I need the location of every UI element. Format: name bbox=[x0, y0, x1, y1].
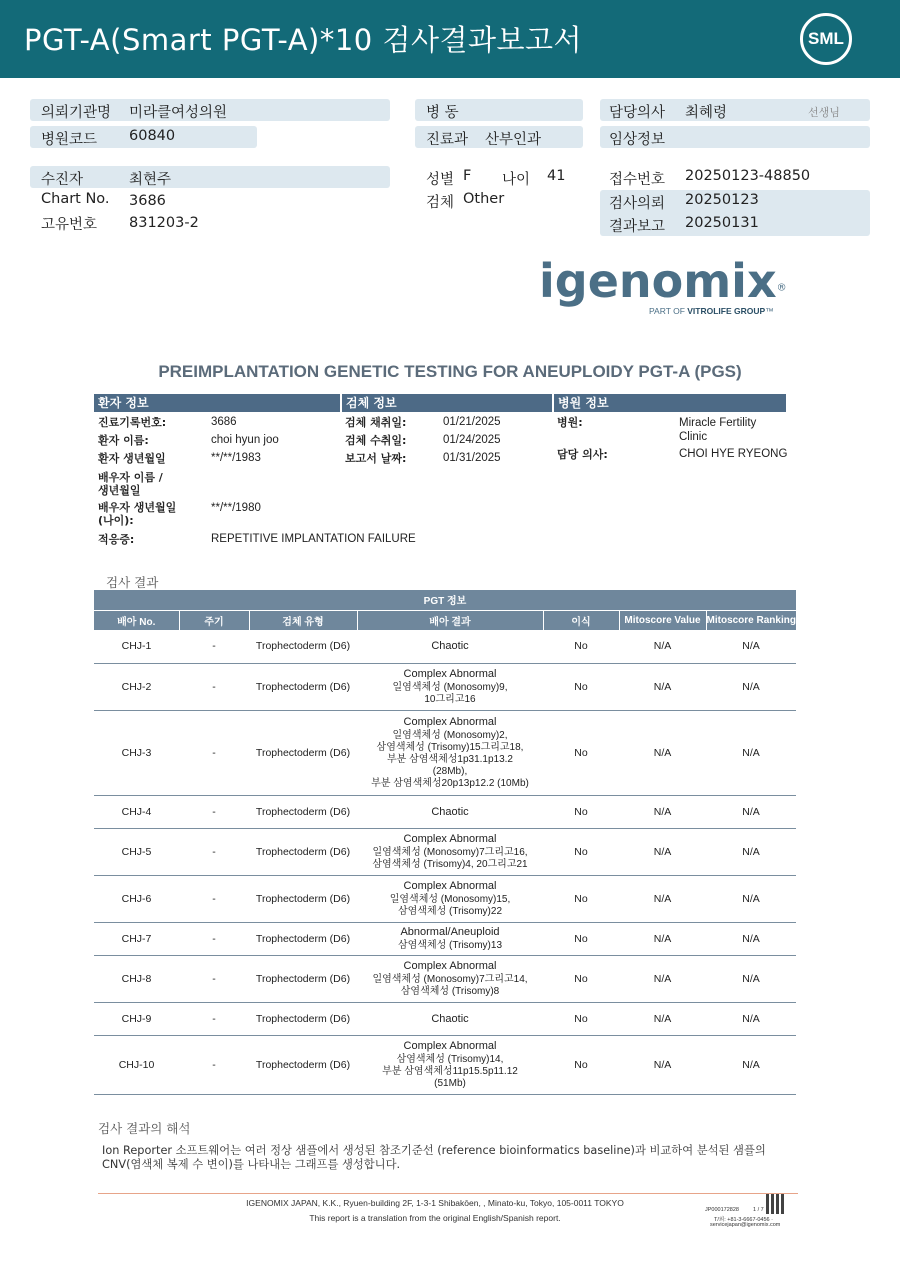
result-detail: (51Mb) bbox=[434, 1077, 466, 1089]
col-embryo: 배아 No. bbox=[94, 610, 179, 630]
result-detail: 일염색체성 (Monosomy)7그리고14, bbox=[372, 973, 528, 985]
result-main: Chaotic bbox=[431, 805, 469, 818]
dob-label: 환자 생년월일 bbox=[98, 452, 166, 465]
report-title: PREIMPLANTATION GENETIC TESTING FOR ANEUPLOIDY PGT-A (PGS) bbox=[158, 362, 742, 381]
collect-label: 검체 채취일: bbox=[345, 416, 407, 429]
patient-label: 수진자 bbox=[41, 172, 84, 188]
footer-address: IGENOMIX JAPAN, K.K., Ryuen-building 2F, 1-3-1 Shibakōen, , Minato-ku, Tokyo, 105-0011 TOKYO bbox=[246, 1198, 624, 1208]
embryo-id: CHJ-1 bbox=[94, 630, 179, 663]
result-detail: 삼염색체성 (Trisomy)13 bbox=[397, 939, 503, 951]
section-specimen: 검체 정보 bbox=[342, 394, 552, 412]
footer-divider bbox=[98, 1193, 798, 1194]
cycle-cell: - bbox=[179, 828, 249, 875]
page-title: PGT-A(Smart PGT-A)*10 검사결과보고서 bbox=[24, 23, 583, 57]
sex-value: F bbox=[463, 168, 472, 184]
request-label: 검사의뢰 bbox=[609, 196, 666, 212]
institution-label: 의뢰기관명 bbox=[41, 105, 112, 121]
mitoscore-value-cell: N/A bbox=[619, 795, 706, 828]
section-patient: 환자 정보 bbox=[94, 394, 340, 412]
hospital-label: 병원: bbox=[557, 416, 583, 429]
record-label: 진료기록번호: bbox=[98, 416, 167, 429]
specimen-type-cell: Trophectoderm (D6) bbox=[249, 1002, 357, 1035]
mitoscore-value-cell: N/A bbox=[619, 1002, 706, 1035]
cycle-cell: - bbox=[179, 875, 249, 922]
igenomix-tagline: PART OF VITROLIFE GROUP™ bbox=[649, 306, 774, 316]
table-row bbox=[94, 1002, 796, 1035]
mitoscore-ranking-cell: N/A bbox=[706, 1002, 796, 1035]
qr-code-icon bbox=[766, 1194, 786, 1214]
result-main: Complex Abnormal bbox=[403, 832, 497, 845]
mitoscore-value-cell: N/A bbox=[619, 922, 706, 955]
doctor-suffix: 선생님 bbox=[808, 106, 840, 119]
report-date-value: 01/31/2025 bbox=[443, 452, 501, 464]
spouse-label-2: 생년월일 bbox=[98, 484, 141, 497]
embryo-id: CHJ-2 bbox=[94, 663, 179, 710]
footer-email: servicejapan@igenomix.com bbox=[710, 1222, 781, 1228]
result-main: Complex Abnormal bbox=[403, 959, 497, 972]
specimen-type-cell: Trophectoderm (D6) bbox=[249, 710, 357, 795]
attending-doctor-value: CHOI HYE RYEONG bbox=[679, 448, 788, 460]
collect-value: 01/21/2025 bbox=[443, 416, 501, 428]
table-row bbox=[94, 710, 796, 795]
spouse-dob-label-1: 배우자 생년월일 bbox=[98, 501, 177, 514]
interpretation-text: Ion Reporter 소프트웨어는 여러 정상 샘플에서 생성된 참조기준선 (reference bioinformatics baseline)과 비교하여 분석된 샘플의 CNV(염색체 복제 수 변이)를 나타내는 그래프를 생성합니다. bbox=[102, 1144, 766, 1171]
specimen-type-cell: Trophectoderm (D6) bbox=[249, 795, 357, 828]
results-body bbox=[94, 630, 796, 1094]
result-detail: 부분 삼염색체성20p13p12.2 (10Mb) bbox=[371, 777, 529, 789]
embryo-id: CHJ-6 bbox=[94, 875, 179, 922]
mitoscore-ranking-cell: N/A bbox=[706, 875, 796, 922]
embryo-id: CHJ-10 bbox=[94, 1035, 179, 1094]
patient-box bbox=[30, 166, 390, 188]
table-row bbox=[94, 795, 796, 828]
attending-doctor-label: 담당 의사: bbox=[557, 448, 608, 461]
mitoscore-value-cell: N/A bbox=[619, 630, 706, 663]
footer-page: 1 / 7 bbox=[753, 1207, 764, 1213]
table-row bbox=[94, 828, 796, 875]
mitoscore-value-cell: N/A bbox=[619, 875, 706, 922]
embryo-result-cell bbox=[357, 828, 543, 875]
footer-tel: T/외: +81-3-6667-0456 · bbox=[714, 1217, 773, 1223]
result-main: Chaotic bbox=[431, 640, 469, 653]
doctor-value: 최혜령 bbox=[685, 105, 728, 121]
transfer-cell: No bbox=[543, 1035, 619, 1094]
result-detail: 일염색체성 (Monosomy)7그리고16, bbox=[372, 846, 528, 858]
embryo-result-cell bbox=[357, 710, 543, 795]
igenomix-logo bbox=[539, 254, 787, 316]
transfer-cell: No bbox=[543, 922, 619, 955]
result-main: Complex Abnormal bbox=[403, 879, 497, 892]
header-bar bbox=[0, 0, 900, 78]
mitoscore-value-cell: N/A bbox=[619, 1035, 706, 1094]
embryo-id: CHJ-4 bbox=[94, 795, 179, 828]
result-detail: 일염색체성 (Monosomy)15, bbox=[389, 893, 511, 905]
result-main: Complex Abnormal bbox=[403, 667, 497, 680]
report-label: 결과보고 bbox=[609, 219, 666, 235]
section-hospital: 병원 정보 bbox=[554, 394, 786, 412]
result-detail: 삼염색체성 (Trisomy)4, 20그리고21 bbox=[372, 858, 528, 870]
embryo-id: CHJ-3 bbox=[94, 710, 179, 795]
result-detail: 부분 삼염색체성11p15.5p11.12 bbox=[382, 1065, 518, 1077]
col-mitoscore-ranking: Mitoscore Ranking bbox=[706, 610, 796, 630]
specimen-type-cell: Trophectoderm (D6) bbox=[249, 875, 357, 922]
col-mitoscore-value: Mitoscore Value bbox=[619, 610, 706, 630]
unique-label: 고유번호 bbox=[41, 217, 98, 233]
transfer-cell: No bbox=[543, 710, 619, 795]
column-header-row bbox=[94, 610, 796, 630]
transfer-cell: No bbox=[543, 630, 619, 663]
mitoscore-value-cell: N/A bbox=[619, 955, 706, 1002]
cycle-cell: - bbox=[179, 955, 249, 1002]
result-main: Abnormal/Aneuploid bbox=[400, 925, 500, 938]
table-row bbox=[94, 663, 796, 710]
cycle-cell: - bbox=[179, 630, 249, 663]
embryo-result-cell bbox=[357, 1035, 543, 1094]
results-table bbox=[94, 590, 796, 1095]
record-value: 3686 bbox=[211, 416, 237, 428]
mitoscore-ranking-cell: N/A bbox=[706, 710, 796, 795]
group-header: PGT 정보 bbox=[94, 590, 796, 610]
embryo-result-cell bbox=[357, 875, 543, 922]
mitoscore-ranking-cell: N/A bbox=[706, 955, 796, 1002]
specimen-type-cell: Trophectoderm (D6) bbox=[249, 630, 357, 663]
col-embryo-result: 배아 결과 bbox=[357, 610, 543, 630]
result-detail: 삼염색체성 (Trisomy)22 bbox=[397, 905, 503, 917]
specimen-value: Other bbox=[463, 191, 505, 207]
hospital-value-2: Clinic bbox=[679, 431, 708, 443]
sml-logo: SML bbox=[800, 13, 852, 65]
result-detail: (28Mb), bbox=[432, 765, 468, 777]
igenomix-wordmark: igenomix bbox=[539, 254, 777, 308]
result-detail: 10그리고16 bbox=[424, 693, 476, 705]
table-row bbox=[94, 922, 796, 955]
clinical-label: 임상정보 bbox=[609, 132, 666, 148]
cycle-cell: - bbox=[179, 1002, 249, 1035]
embryo-result-cell bbox=[357, 955, 543, 1002]
dept-value: 산부인과 bbox=[485, 132, 542, 148]
result-detail: 부분 삼염색체성1p31.1p13.2 bbox=[386, 753, 513, 765]
cycle-cell: - bbox=[179, 795, 249, 828]
report-date-label: 보고서 날짜: bbox=[345, 452, 407, 465]
table-row bbox=[94, 875, 796, 922]
table-row bbox=[94, 955, 796, 1002]
mitoscore-value-cell: N/A bbox=[619, 663, 706, 710]
sex-label: 성별 bbox=[426, 172, 455, 188]
spouse-label-1: 배우자 이름 / bbox=[98, 471, 163, 484]
cycle-cell: - bbox=[179, 922, 249, 955]
ward-label: 병 동 bbox=[426, 105, 459, 121]
indication-label: 적응증: bbox=[98, 533, 135, 546]
unique-value: 831203-2 bbox=[129, 215, 199, 231]
dept-label: 진료과 bbox=[426, 132, 469, 148]
result-detail: 일염색체성 (Monosomy)2, bbox=[392, 729, 508, 741]
report-value: 20250131 bbox=[685, 215, 759, 231]
col-specimen-type: 검체 유형 bbox=[249, 610, 357, 630]
specimen-type-cell: Trophectoderm (D6) bbox=[249, 955, 357, 1002]
hospital-value-1: Miracle Fertility bbox=[679, 417, 757, 429]
receipt-label: 접수번호 bbox=[609, 172, 666, 188]
age-label: 나이 bbox=[502, 172, 531, 188]
mitoscore-ranking-cell: N/A bbox=[706, 1035, 796, 1094]
col-transfer: 이식 bbox=[543, 610, 619, 630]
age-value: 41 bbox=[547, 168, 566, 184]
transfer-cell: No bbox=[543, 1002, 619, 1035]
specimen-type-cell: Trophectoderm (D6) bbox=[249, 1035, 357, 1094]
embryo-id: CHJ-5 bbox=[94, 828, 179, 875]
name-label: 환자 이름: bbox=[98, 434, 149, 447]
embryo-result-cell bbox=[357, 795, 543, 828]
footer-translation: This report is a translation from the original English/Spanish report. bbox=[309, 1213, 561, 1223]
name-value: choi hyun joo bbox=[211, 434, 279, 446]
embryo-id: CHJ-7 bbox=[94, 922, 179, 955]
hospital-code-label: 병원코드 bbox=[41, 132, 98, 148]
result-detail: 삼염색체성 (Trisomy)14, bbox=[396, 1053, 504, 1065]
table-row bbox=[94, 1035, 796, 1094]
cycle-cell: - bbox=[179, 663, 249, 710]
transfer-cell: No bbox=[543, 663, 619, 710]
transfer-cell: No bbox=[543, 955, 619, 1002]
result-main: Complex Abnormal bbox=[403, 1039, 497, 1052]
transfer-cell: No bbox=[543, 875, 619, 922]
result-detail: 삼염색체성 (Trisomy)8 bbox=[400, 985, 500, 997]
embryo-result-cell bbox=[357, 1002, 543, 1035]
result-detail: 일염색체성 (Monosomy)9, bbox=[392, 681, 508, 693]
embryo-result-cell bbox=[357, 922, 543, 955]
receipt-value: 20250123-48850 bbox=[685, 168, 811, 184]
cycle-cell: - bbox=[179, 1035, 249, 1094]
mitoscore-ranking-cell: N/A bbox=[706, 795, 796, 828]
results-heading: 검사 결과 bbox=[106, 575, 159, 590]
indication-value: REPETITIVE IMPLANTATION FAILURE bbox=[211, 533, 416, 545]
hospital-code-value: 60840 bbox=[129, 128, 176, 144]
patient-value: 최현주 bbox=[129, 172, 172, 188]
transfer-cell: No bbox=[543, 828, 619, 875]
spouse-dob-label-2: (나이): bbox=[98, 514, 134, 527]
specimen-type-cell: Trophectoderm (D6) bbox=[249, 828, 357, 875]
dob-value: **/**/1983 bbox=[211, 452, 261, 464]
mitoscore-ranking-cell: N/A bbox=[706, 630, 796, 663]
doctor-label: 담당의사 bbox=[609, 105, 666, 121]
embryo-result-cell bbox=[357, 663, 543, 710]
result-main: Complex Abnormal bbox=[403, 715, 497, 728]
received-value: 01/24/2025 bbox=[443, 434, 501, 446]
igenomix-reg: ® bbox=[776, 282, 787, 294]
result-detail: 삼염색체성 (Trisomy)15그리고18, bbox=[376, 741, 524, 753]
table-row bbox=[94, 630, 796, 663]
cycle-cell: - bbox=[179, 710, 249, 795]
embryo-id: CHJ-8 bbox=[94, 955, 179, 1002]
footer-doc-id: JP000172828 bbox=[705, 1207, 739, 1213]
received-label: 검체 수취일: bbox=[345, 434, 407, 447]
mitoscore-ranking-cell: N/A bbox=[706, 922, 796, 955]
chart-label: Chart No. bbox=[41, 191, 110, 207]
institution-value: 미라클여성의원 bbox=[129, 105, 228, 121]
interpretation-heading: 검사 결과의 해석 bbox=[98, 1121, 191, 1136]
specimen-type-cell: Trophectoderm (D6) bbox=[249, 922, 357, 955]
mitoscore-value-cell: N/A bbox=[619, 710, 706, 795]
specimen-type-cell: Trophectoderm (D6) bbox=[249, 663, 357, 710]
embryo-result-cell bbox=[357, 630, 543, 663]
specimen-label: 검체 bbox=[426, 195, 455, 211]
spouse-dob-value: **/**/1980 bbox=[211, 502, 261, 514]
chart-value: 3686 bbox=[129, 193, 166, 209]
result-main: Chaotic bbox=[431, 1012, 469, 1025]
transfer-cell: No bbox=[543, 795, 619, 828]
col-cycle: 주기 bbox=[179, 610, 249, 630]
mitoscore-ranking-cell: N/A bbox=[706, 828, 796, 875]
embryo-id: CHJ-9 bbox=[94, 1002, 179, 1035]
mitoscore-ranking-cell: N/A bbox=[706, 663, 796, 710]
request-value: 20250123 bbox=[685, 192, 759, 208]
mitoscore-value-cell: N/A bbox=[619, 828, 706, 875]
